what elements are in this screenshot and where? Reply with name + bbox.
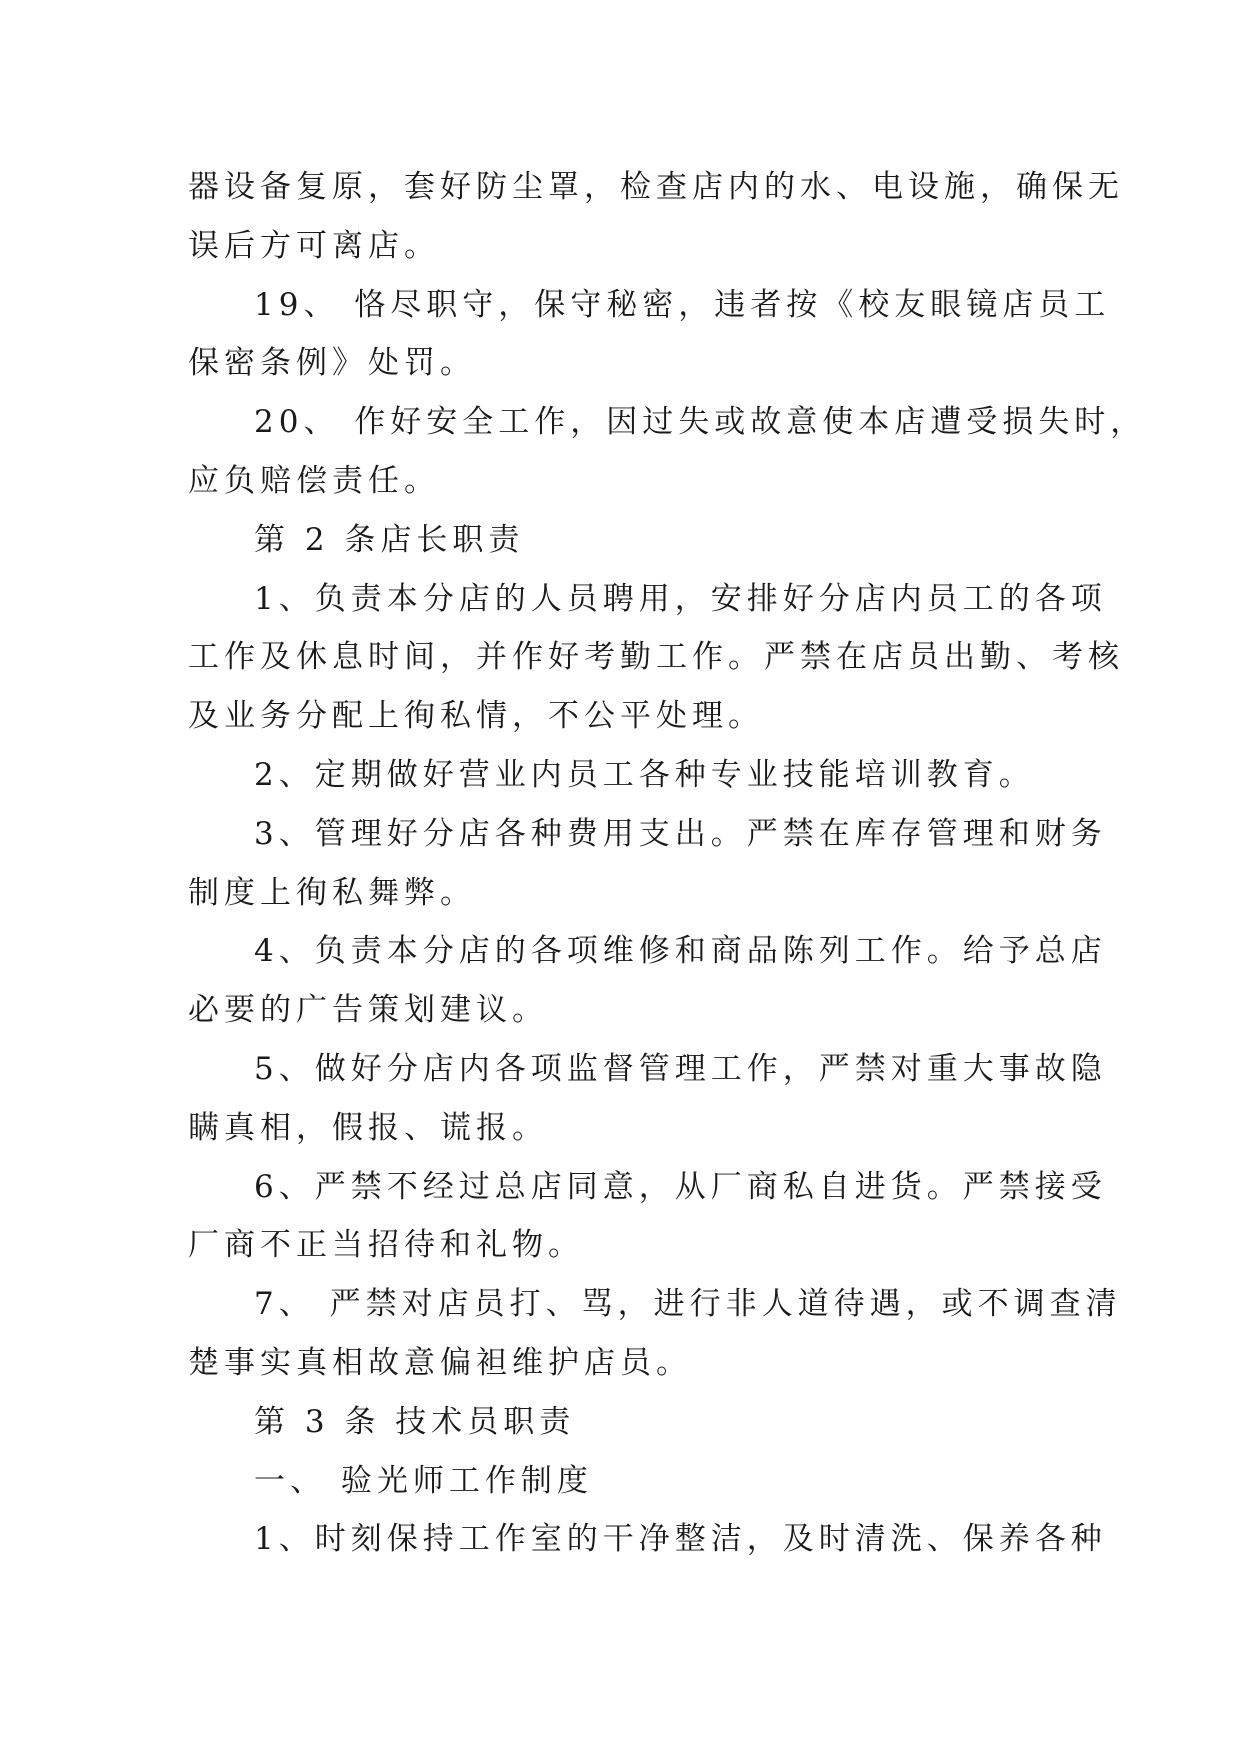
text-line: 楚事实真相故意偏袒维护店员。 (188, 1344, 692, 1381)
text-line: 4、负责本分店的各项维修和商品陈列工作。给予总店 (254, 933, 1107, 970)
text-line: 20、 作好安全工作，因过失或故意使本店遭受损失时， (254, 404, 1147, 441)
text-line: 1、负责本分店的人员聘用，安排好分店内员工的各项 (254, 580, 1107, 617)
text-line: 必要的广告策划建议。 (188, 992, 548, 1029)
text-line: 及业务分配上徇私情，不公平处理。 (188, 698, 764, 735)
text-line: 1、时刻保持工作室的干净整洁，及时清洗、保养各种 (254, 1521, 1107, 1558)
text-line: 2、定期做好营业内员工各种专业技能培训教育。 (254, 756, 1035, 793)
text-line: 19、 恪尽职守，保守秘密，违者按《校友眼镜店员工 (254, 286, 1111, 323)
text-line: 工作及休息时间，并作好考勤工作。严禁在店员出勤、考核 (188, 639, 1124, 676)
text-line: 5、做好分店内各项监督管理工作，严禁对重大事故隐 (254, 1050, 1107, 1087)
text-line: 制度上徇私舞弊。 (188, 874, 476, 911)
text-line: 3、管理好分店各种费用支出。严禁在库存管理和财务 (254, 815, 1107, 852)
section-heading: 第 3 条 技术员职责 (254, 1403, 576, 1440)
text-line: 器设备复原，套好防尘罩，检查店内的水、电设施，确保无 (188, 169, 1124, 205)
subsection-heading: 一、 验光师工作制度 (254, 1462, 593, 1499)
text-line: 瞒真相，假报、谎报。 (188, 1109, 548, 1146)
text-line: 应负赔偿责任。 (188, 462, 440, 499)
section-heading: 第 2 条店长职责 (254, 521, 525, 558)
text-line: 6、严禁不经过总店同意，从厂商私自进货。严禁接受 (254, 1168, 1107, 1205)
text-line: 误后方可离店。 (188, 227, 440, 264)
text-line: 厂商不正当招待和礼物。 (188, 1227, 584, 1264)
text-line: 7、 严禁对店员打、骂，进行非人道待遇，或不调查清 (254, 1286, 1122, 1323)
document-body (188, 158, 1147, 1569)
text-line: 保密条例》处罚。 (188, 345, 476, 382)
